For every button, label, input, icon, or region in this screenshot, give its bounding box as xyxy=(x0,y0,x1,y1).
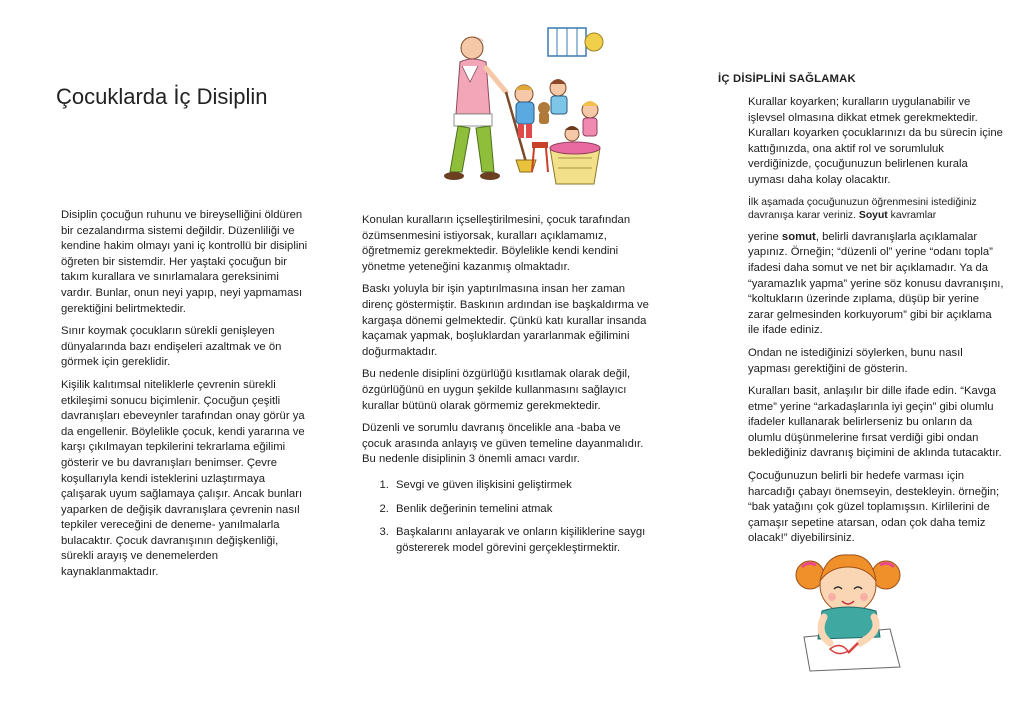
text-run: kavramlar xyxy=(887,210,937,222)
paragraph: Bu nedenle disiplini özgürlüğü kısıtlamak olarak değil, özgürlüğünü en uygun şekilde kullanmasını sağlayıcı kurallar bütünü olarak görmemiz gerekmektedir. xyxy=(362,368,631,412)
paragraph: Kişilik kalıtımsal niteliklerle çevrenin sürekli etkileşimi sonucu biçimlenir. Çocuğun çeşitli davranışları ebeveynler tarafından onay görür ya da engellenir. Böylelikle çocuk, kendi yararına ve karşı çıkılmayan tepkilerini tekrarlama eğilimi gösterir ve bu davranışları benimser. Çevre koşullarıyla kendi isteklerini uzlaştırmaya çalışarak uyum sağlamaya çalışır. Ancak bunları yaparken de değişik davranışlara çevrenin nasıl tepkiler vereceğini de deneme- yanılmalarla bulacaktır. Çocuk davranışının değişkenliği, sürekli arayış ve denemelerden kaynaklanmaktadır. xyxy=(61,378,305,579)
column-middle xyxy=(362,213,650,564)
section-heading: İÇ DİSİPLİNİ SAĞLAMAK xyxy=(718,73,856,85)
goals-list xyxy=(362,478,650,556)
bold-term: somut xyxy=(781,230,816,243)
paragraph: Konulan kuralların içselleştirilmesini, çocuk tarafından özümsenmesini istiyorsak, kuralları açıklamamız, öğretmemiz gerekmektedir. Böylelikle kendi kendini yönetme yeteneğini kazanmış olmaktadır. xyxy=(362,214,631,273)
paragraph: Çocuğunuzun belirli bir hedefe varması için harcadığı çabayı önemseyin, destekleyin. örneğin; “bak yatağını çok güzel toplamışsın. Kirlilerini de çamaşır sepetine atarsan, odan çok daha temiz olacak!” diyebilirsiniz. xyxy=(748,470,1000,545)
paragraph xyxy=(748,196,1006,223)
bold-term: Soyut xyxy=(858,210,888,222)
document-title: Çocuklarda İç Disiplin xyxy=(56,84,268,109)
paragraph: Düzenli ve sorumlu davranış öncelikle ana -baba ve çocuk arasında anlayış ve güven temeline dayanmalıdır. Bu nedenle disiplinin 3 önemli amacı vardır. xyxy=(362,422,644,466)
list-item: 1. Sevgi ve güven ilişkisini geliştirmek xyxy=(392,478,650,494)
text-run: , belirli davranışlarla açıklamalar yapınız. Örneğin; “düzenli ol” yerine “odanı topla” ifadesi daha somut ve net bir açıklamadır. Ya da “yaramazlık yapma” yerine söz konusu davranışını, “koltukların üzerinde zıplama, düşüp bir yerine zarar gelmesinden korkuyorum” gibi bir açıklama ile ifade ediniz. xyxy=(748,230,1004,337)
text-run: yerine xyxy=(748,230,782,243)
text-run: İlk aşamada çocuğunuzun öğrenmesini istediğiniz davranışa karar veriniz. xyxy=(748,196,977,222)
column-right xyxy=(748,95,1006,554)
paragraph: Ondan ne istediğinizi söylerken, bunu nasıl yapması gerektiğini de gösterin. xyxy=(748,346,963,375)
paragraph: Kurallar koyarken; kuralların uygulanabilir ve işlevsel olmasına dikkat etmek gerekmektedir. Kuralları koyarken çocuklarınızı da bu sürecin içine kattığınızda, ona aktif rol ve sorumluluk verdiğinizde, çocuğunuzun belirlenen kurala uyması daha kolay olacaktır. xyxy=(748,96,1003,186)
column-left xyxy=(61,208,311,588)
paragraph: Sınır koymak çocukların sürekli genişleyen dünyalarında bazı endişeleri azaltmak ve ön görmek için gereklidir. xyxy=(61,325,282,369)
paragraph: Disiplin çocuğun ruhunu ve bireyselliğini öldüren bir cezalandırma sistemi değildir. Düzenliliği ve kendine hakim olmayı yani iç kontrollü bir disiplini öğreten bir sistemdir. Her yaştaki çocuğun bir takım kurallara ve sınırlamalara gereksinimi vardır. Bunlar, onun neyi yapıp, neyi yapmaması gerektiğini belirtmektedir. xyxy=(61,209,308,315)
paragraph: Baskı yoluyla bir işin yaptırılmasına insan her zaman direnç göstermiştir. Baskının ardından ise başkaldırma ve kargaşa dönemi gelmektedir. Çünkü katı kurallar insanda kaçamak yapmak, boşluklardan yararlanmak eğilimini doğurmaktadır. xyxy=(362,283,649,358)
list-item: 2. Benlik değerinin temelini atmak xyxy=(392,502,650,518)
paragraph xyxy=(748,230,1006,339)
mother-children-cleaning-illustration xyxy=(432,22,608,190)
girl-drawing-illustration xyxy=(790,545,908,673)
list-item: 3. Başkalarını anlayarak ve onların kişiliklerine saygı göstererek model görevini gerçekleştirmektir. xyxy=(392,525,650,556)
paragraph: Kuralları basit, anlaşılır bir dille ifade edin. “Kavga etme” yerine “arkadaşlarınla iyi geçin” gibi olumlu ifadeler kullanarak belirlerseniz bu onların da olumlu düşünmelerine fırsat verdiği gibi ondan beklediğiniz davranış biçimini de aklında tutacaktır. xyxy=(748,385,1002,460)
